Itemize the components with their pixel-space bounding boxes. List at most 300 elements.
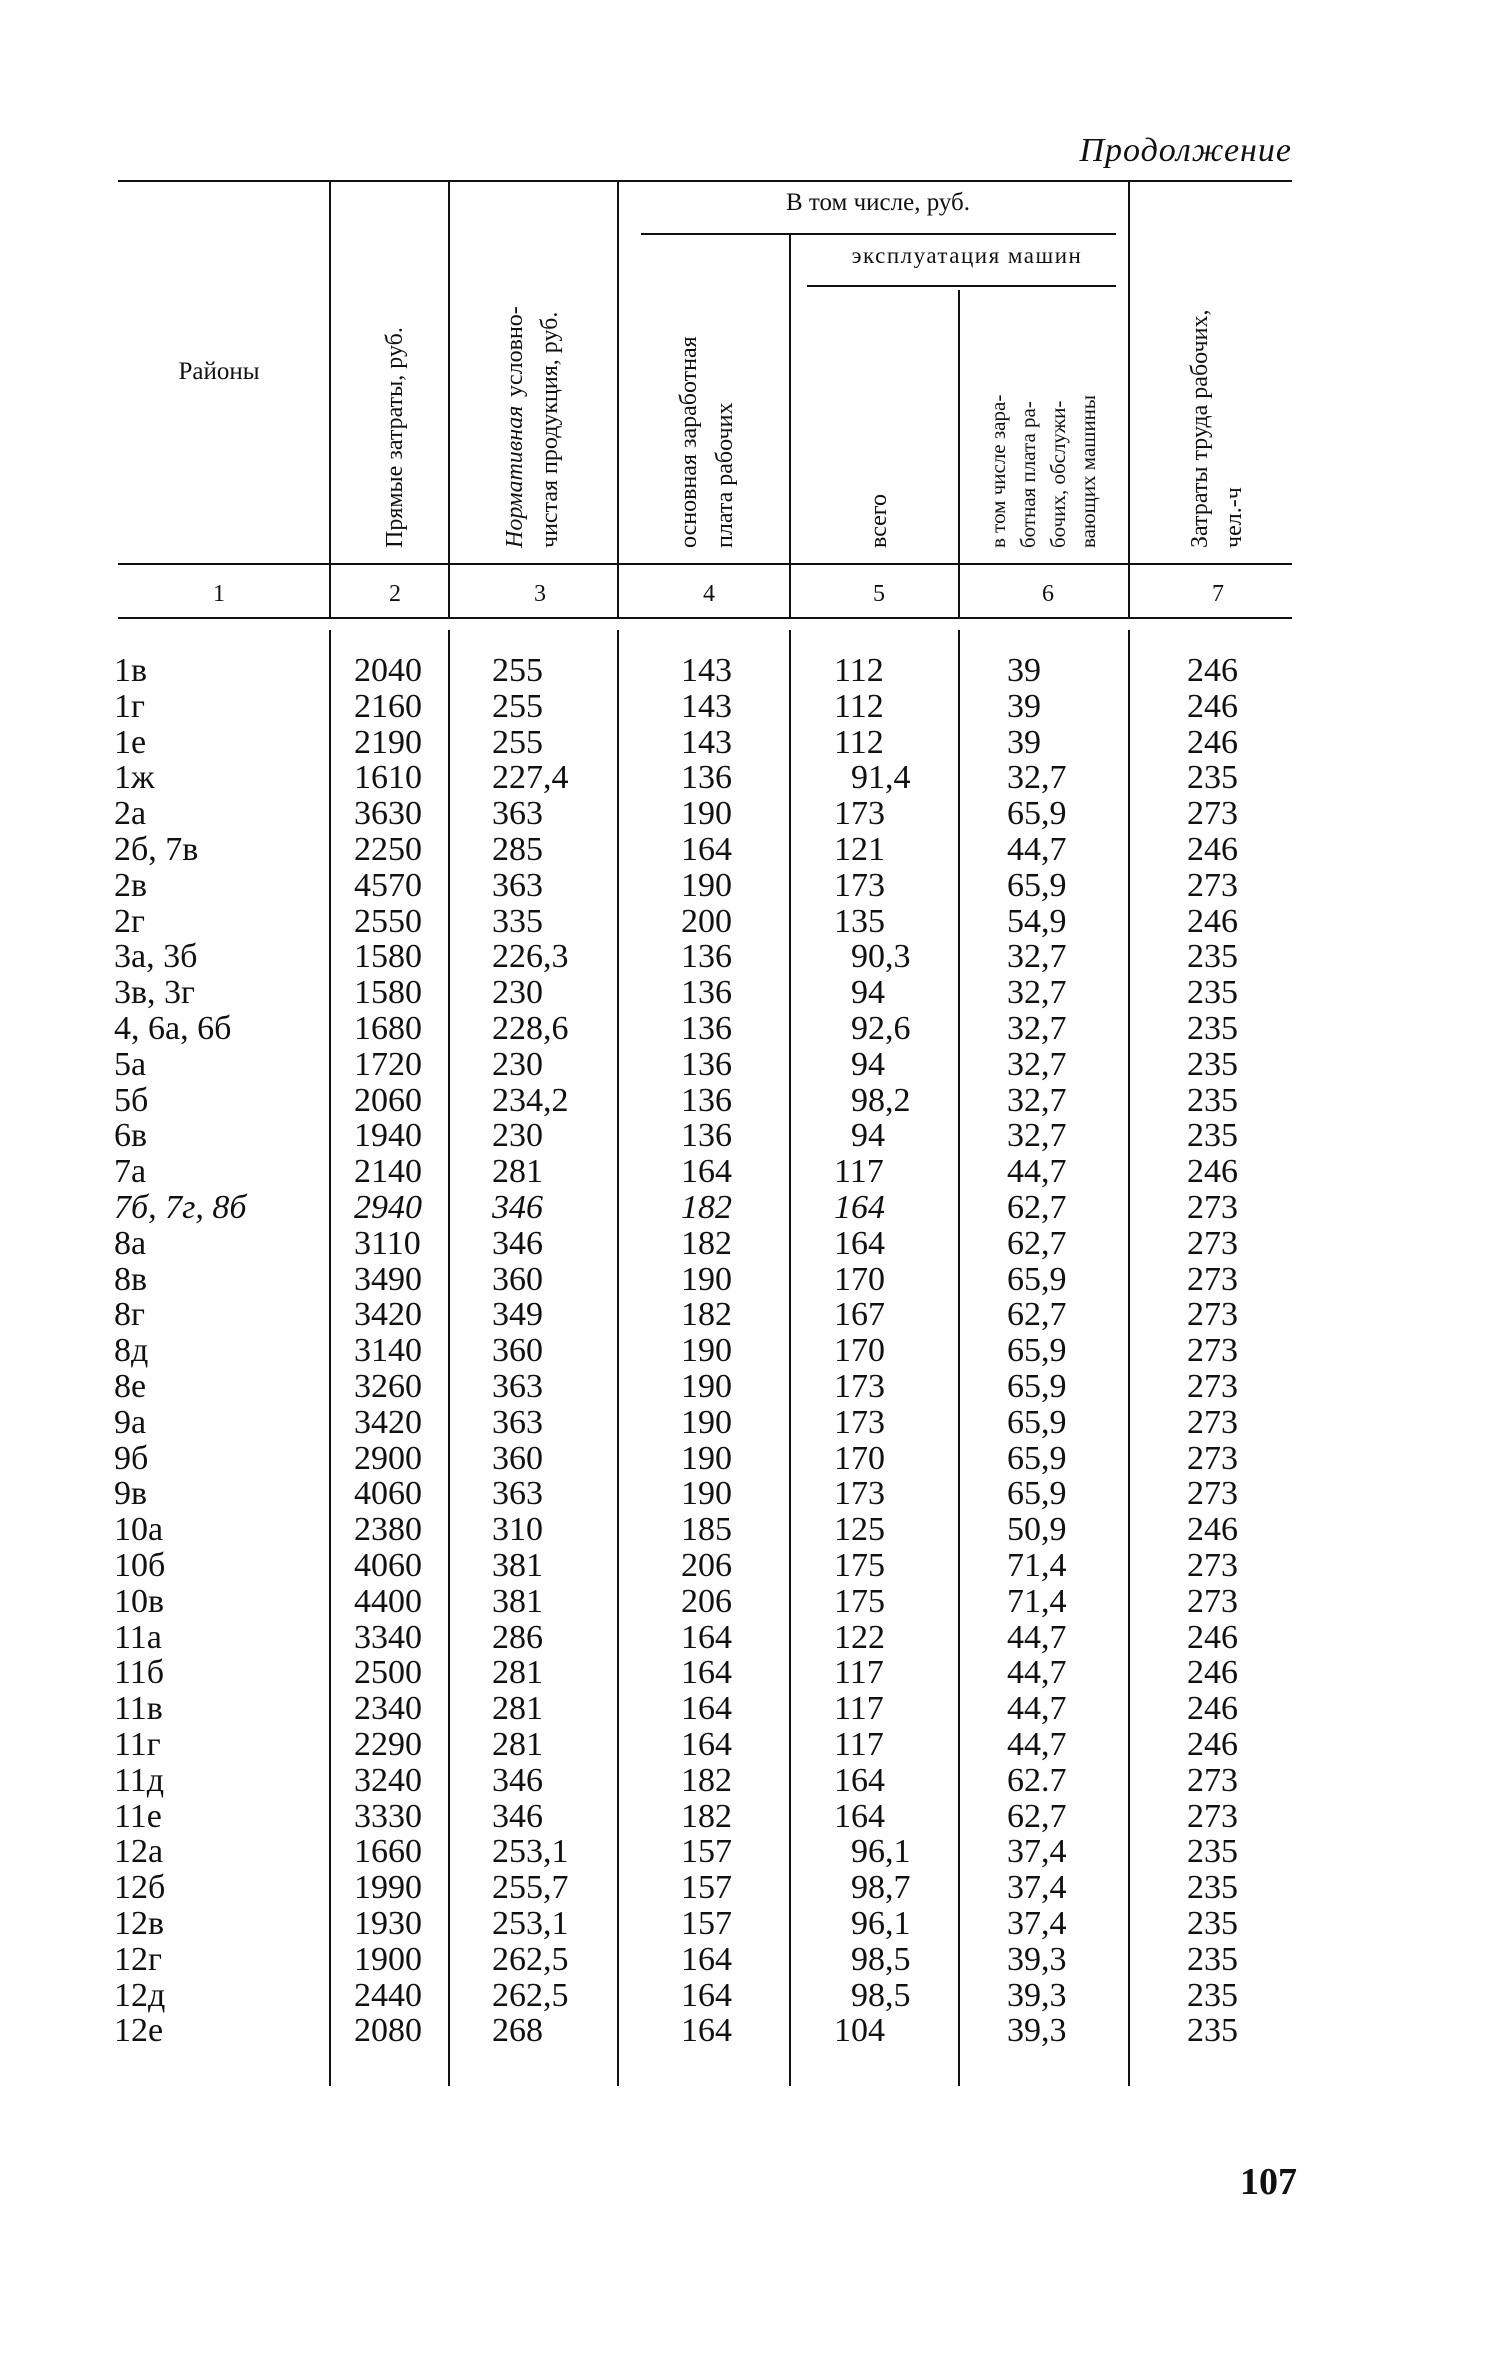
value-col-5: 170 bbox=[834, 1332, 885, 1370]
value-col-3: 381 bbox=[492, 1582, 543, 1620]
district-label: 2г bbox=[114, 902, 145, 940]
value-col-3: 360 bbox=[492, 1260, 543, 1298]
value-col-4: 164 bbox=[681, 1618, 732, 1656]
value-col-5: 112 bbox=[834, 687, 884, 725]
value-col-6: 39 bbox=[1007, 723, 1041, 761]
header-subgroup-machines: эксплуатация машин bbox=[851, 243, 1083, 268]
value-col-2: 3260 bbox=[354, 1368, 422, 1405]
value-col-7: 273 bbox=[1187, 1224, 1238, 1262]
value-col-6: 65,9 bbox=[1007, 1332, 1067, 1370]
value-col-6: 62,7 bbox=[1007, 1189, 1067, 1226]
value-col-4: 164 bbox=[681, 1976, 732, 2014]
value-col-6: 65,9 bbox=[1007, 795, 1067, 833]
value-col-7: 235 bbox=[1187, 1833, 1238, 1871]
district-label: 11б bbox=[114, 1654, 165, 1692]
header-group-incl: В том числе, руб. bbox=[785, 189, 971, 216]
value-col-4: 136 bbox=[681, 1081, 732, 1119]
value-col-7: 235 bbox=[1187, 1045, 1238, 1083]
column-number-rule bbox=[118, 617, 1292, 619]
value-col-5: 164 bbox=[834, 1761, 885, 1799]
value-col-5: 117 bbox=[834, 1654, 884, 1692]
value-col-7: 235 bbox=[1187, 1940, 1238, 1978]
value-col-3: 346 bbox=[492, 1189, 543, 1226]
value-col-5: 173 bbox=[834, 1475, 885, 1513]
header-divider bbox=[958, 290, 960, 618]
value-col-2: 2060 bbox=[354, 1081, 422, 1119]
value-col-3: 255,7 bbox=[492, 1869, 569, 1907]
value-col-4: 182 bbox=[681, 1761, 732, 1799]
value-col-7: 235 bbox=[1187, 1117, 1238, 1155]
value-col-3: 349 bbox=[492, 1296, 543, 1334]
district-label: 7б, 7г, 8б bbox=[114, 1189, 247, 1226]
district-label: 9а bbox=[114, 1403, 147, 1441]
value-col-3: 226,3 bbox=[492, 938, 569, 976]
value-col-4: 157 bbox=[681, 1905, 732, 1942]
value-col-4: 190 bbox=[681, 1475, 732, 1513]
value-col-6: 54,9 bbox=[1007, 902, 1067, 940]
header-machine-wages-line4: вающих машины bbox=[1076, 394, 1100, 548]
header-labor-line1: Затраты труда рабочих, bbox=[1187, 309, 1213, 548]
continuation-label: Продолжение bbox=[1079, 132, 1292, 169]
value-col-6: 32,7 bbox=[1007, 1117, 1067, 1155]
value-col-4: 182 bbox=[681, 1296, 732, 1334]
header-machine-wages-line2: ботная плата ра- bbox=[1016, 401, 1040, 548]
value-col-7: 273 bbox=[1187, 1439, 1238, 1477]
value-col-3: 255 bbox=[492, 652, 543, 689]
value-col-5: 112 bbox=[834, 723, 884, 761]
value-col-2: 1900 bbox=[354, 1940, 422, 1978]
value-col-4: 143 bbox=[681, 723, 732, 761]
district-label: 8е bbox=[114, 1368, 147, 1405]
header-base-wages-line1: основная заработная bbox=[676, 336, 702, 548]
district-label: 8г bbox=[114, 1296, 145, 1334]
value-col-5: 117 bbox=[834, 1690, 884, 1728]
value-col-3: 346 bbox=[492, 1761, 543, 1799]
value-col-7: 273 bbox=[1187, 1797, 1238, 1835]
value-col-6: 32,7 bbox=[1007, 1010, 1067, 1047]
district-label: 1е bbox=[114, 723, 147, 761]
value-col-3: 253,1 bbox=[492, 1833, 569, 1871]
value-col-4: 164 bbox=[681, 1153, 732, 1191]
value-col-3: 228,6 bbox=[492, 1010, 569, 1047]
value-col-4: 164 bbox=[681, 2012, 732, 2050]
district-label: 11г bbox=[114, 1726, 161, 1763]
value-col-3: 227,4 bbox=[492, 759, 569, 797]
district-label: 10б bbox=[114, 1547, 166, 1584]
value-col-4: 164 bbox=[681, 1690, 732, 1728]
value-col-4: 157 bbox=[681, 1869, 732, 1907]
value-col-2: 4400 bbox=[354, 1582, 422, 1620]
district-label: 11е bbox=[114, 1797, 162, 1835]
district-label: 2а bbox=[114, 795, 147, 833]
district-label: 2б, 7в bbox=[114, 831, 199, 868]
value-col-2: 4570 bbox=[354, 866, 422, 904]
district-label: 5а bbox=[114, 1045, 147, 1083]
value-col-3: 281 bbox=[492, 1654, 543, 1692]
value-col-4: 182 bbox=[681, 1797, 732, 1835]
value-col-2: 1580 bbox=[354, 938, 422, 976]
value-col-6: 44,7 bbox=[1007, 1618, 1067, 1656]
value-col-6: 44,7 bbox=[1007, 1654, 1067, 1692]
value-col-2: 3420 bbox=[354, 1403, 422, 1441]
value-col-2: 1610 bbox=[354, 759, 422, 797]
district-label: 1г bbox=[114, 687, 145, 725]
value-col-6: 39 bbox=[1007, 652, 1041, 689]
value-col-7: 273 bbox=[1187, 1368, 1238, 1405]
value-col-7: 235 bbox=[1187, 974, 1238, 1012]
value-col-4: 190 bbox=[681, 1260, 732, 1298]
body-divider bbox=[1128, 630, 1130, 2086]
value-col-4: 200 bbox=[681, 902, 732, 940]
value-col-6: 39,3 bbox=[1007, 1940, 1067, 1978]
value-col-3: 363 bbox=[492, 795, 543, 833]
value-col-7: 246 bbox=[1187, 1690, 1238, 1728]
value-col-5: 96,1 bbox=[851, 1905, 911, 1942]
value-col-4: 182 bbox=[681, 1189, 732, 1226]
header-divider bbox=[617, 180, 619, 618]
value-col-2: 2190 bbox=[354, 723, 422, 761]
value-col-5: 112 bbox=[834, 652, 884, 689]
value-col-5: 173 bbox=[834, 866, 885, 904]
value-col-7: 273 bbox=[1187, 1189, 1238, 1226]
district-label: 1ж bbox=[114, 759, 155, 797]
value-col-7: 273 bbox=[1187, 1403, 1238, 1441]
header-divider bbox=[448, 180, 450, 618]
value-col-5: 92,6 bbox=[851, 1010, 911, 1047]
value-col-6: 32,7 bbox=[1007, 1081, 1067, 1119]
district-label: 12е bbox=[114, 2012, 164, 2050]
value-col-5: 90,3 bbox=[851, 938, 911, 976]
district-label: 12г bbox=[114, 1940, 162, 1978]
value-col-5: 175 bbox=[834, 1547, 885, 1584]
value-col-7: 273 bbox=[1187, 1547, 1238, 1584]
value-col-5: 125 bbox=[834, 1511, 885, 1549]
value-col-4: 190 bbox=[681, 1439, 732, 1477]
value-col-7: 235 bbox=[1187, 1869, 1238, 1907]
district-label: 5б bbox=[114, 1081, 149, 1119]
value-col-6: 32,7 bbox=[1007, 974, 1067, 1012]
value-col-4: 182 bbox=[681, 1224, 732, 1262]
district-label: 1в bbox=[114, 652, 148, 689]
district-label: 3а, 3б bbox=[114, 938, 198, 976]
column-number: 2 bbox=[389, 581, 401, 607]
value-col-3: 268 bbox=[492, 2012, 543, 2050]
district-label: 11а bbox=[114, 1618, 162, 1656]
district-label: 2в bbox=[114, 866, 148, 904]
value-col-6: 39,3 bbox=[1007, 2012, 1067, 2050]
value-col-6: 32,7 bbox=[1007, 1045, 1067, 1083]
value-col-2: 3490 bbox=[354, 1260, 422, 1298]
district-label: 11д bbox=[114, 1761, 165, 1799]
value-col-6: 65,9 bbox=[1007, 866, 1067, 904]
value-col-4: 190 bbox=[681, 795, 732, 833]
value-col-6: 39 bbox=[1007, 687, 1041, 725]
value-col-4: 136 bbox=[681, 938, 732, 976]
header-bottom-rule bbox=[118, 563, 1292, 565]
value-col-5: 117 bbox=[834, 1726, 884, 1763]
header-labor-line2: чел.-ч bbox=[1221, 487, 1247, 548]
value-col-2: 1580 bbox=[354, 974, 422, 1012]
value-col-7: 235 bbox=[1187, 759, 1238, 797]
value-col-3: 255 bbox=[492, 687, 543, 725]
value-col-3: 360 bbox=[492, 1439, 543, 1477]
district-label: 12а bbox=[114, 1833, 164, 1871]
value-col-2: 1930 bbox=[354, 1905, 422, 1942]
value-col-7: 246 bbox=[1187, 1654, 1238, 1692]
value-col-4: 136 bbox=[681, 1117, 732, 1155]
value-col-2: 3330 bbox=[354, 1797, 422, 1835]
header-machine-wages-line3: бочих, обслужи- bbox=[1046, 400, 1070, 548]
value-col-4: 164 bbox=[681, 1726, 732, 1763]
value-col-3: 262,5 bbox=[492, 1940, 569, 1978]
value-col-3: 286 bbox=[492, 1618, 543, 1656]
value-col-5: 96,1 bbox=[851, 1833, 911, 1871]
value-col-4: 143 bbox=[681, 652, 732, 689]
district-label: 12б bbox=[114, 1869, 166, 1907]
value-col-4: 206 bbox=[681, 1582, 732, 1620]
value-col-7: 246 bbox=[1187, 723, 1238, 761]
value-col-3: 281 bbox=[492, 1726, 543, 1763]
value-col-3: 381 bbox=[492, 1547, 543, 1584]
district-label: 4, 6а, 6б bbox=[114, 1010, 232, 1047]
district-label: 7а bbox=[114, 1153, 147, 1191]
value-col-4: 190 bbox=[681, 1332, 732, 1370]
district-label: 10в bbox=[114, 1582, 165, 1620]
header-total: всего bbox=[866, 493, 892, 548]
page-number: 107 bbox=[1240, 2161, 1297, 2203]
value-col-6: 37,4 bbox=[1007, 1869, 1067, 1907]
value-col-5: 91,4 bbox=[851, 759, 911, 797]
column-number: 5 bbox=[873, 581, 885, 607]
column-number: 3 bbox=[534, 581, 546, 607]
district-label: 9б bbox=[114, 1439, 149, 1477]
column-number: 4 bbox=[703, 581, 715, 607]
value-col-3: 230 bbox=[492, 1117, 543, 1155]
value-col-6: 65,9 bbox=[1007, 1260, 1067, 1298]
value-col-5: 173 bbox=[834, 1403, 885, 1441]
value-col-6: 65,9 bbox=[1007, 1368, 1067, 1405]
value-col-5: 173 bbox=[834, 795, 885, 833]
value-col-6: 62,7 bbox=[1007, 1224, 1067, 1262]
value-col-2: 3240 bbox=[354, 1761, 422, 1799]
header-divider bbox=[789, 234, 791, 618]
body-divider bbox=[789, 630, 791, 2086]
district-label: 10а bbox=[114, 1511, 164, 1549]
value-col-7: 246 bbox=[1187, 1618, 1238, 1656]
value-col-4: 143 bbox=[681, 687, 732, 725]
value-col-2: 1720 bbox=[354, 1045, 422, 1083]
value-col-6: 71,4 bbox=[1007, 1582, 1067, 1620]
district-label: 8д bbox=[114, 1332, 149, 1370]
value-col-4: 190 bbox=[681, 866, 732, 904]
header-normative-rest: условно- bbox=[502, 306, 528, 398]
value-col-6: 44,7 bbox=[1007, 1153, 1067, 1191]
value-col-3: 255 bbox=[492, 723, 543, 761]
value-col-2: 3630 bbox=[354, 795, 422, 833]
value-col-4: 206 bbox=[681, 1547, 732, 1584]
value-col-2: 2940 bbox=[354, 1189, 422, 1226]
value-col-4: 164 bbox=[681, 831, 732, 868]
value-col-6: 50,9 bbox=[1007, 1511, 1067, 1549]
value-col-3: 363 bbox=[492, 1368, 543, 1405]
value-col-2: 4060 bbox=[354, 1547, 422, 1584]
column-number: 6 bbox=[1042, 581, 1054, 607]
value-col-3: 281 bbox=[492, 1153, 543, 1191]
column-number: 7 bbox=[1212, 581, 1224, 607]
value-col-4: 164 bbox=[681, 1654, 732, 1692]
value-col-5: 98,2 bbox=[851, 1081, 911, 1119]
value-col-2: 2440 bbox=[354, 1976, 422, 2014]
value-col-4: 185 bbox=[681, 1511, 732, 1549]
value-col-7: 246 bbox=[1187, 902, 1238, 940]
value-col-3: 363 bbox=[492, 866, 543, 904]
value-col-2: 2900 bbox=[354, 1439, 422, 1477]
value-col-7: 246 bbox=[1187, 652, 1238, 689]
table-top-rule bbox=[118, 180, 1292, 182]
value-col-4: 190 bbox=[681, 1368, 732, 1405]
subgroup-underline bbox=[807, 285, 1116, 287]
value-col-6: 32,7 bbox=[1007, 759, 1067, 797]
value-col-2: 2080 bbox=[354, 2012, 422, 2050]
value-col-2: 1990 bbox=[354, 1869, 422, 1907]
value-col-5: 94 bbox=[851, 1117, 885, 1155]
district-label: 6в bbox=[114, 1117, 148, 1155]
value-col-3: 281 bbox=[492, 1690, 543, 1728]
value-col-4: 136 bbox=[681, 1045, 732, 1083]
district-label: 11в bbox=[114, 1690, 163, 1728]
value-col-6: 71,4 bbox=[1007, 1547, 1067, 1584]
body-divider bbox=[617, 630, 619, 2086]
value-col-7: 273 bbox=[1187, 1296, 1238, 1334]
value-col-2: 3140 bbox=[354, 1332, 422, 1370]
value-col-4: 136 bbox=[681, 759, 732, 797]
value-col-3: 360 bbox=[492, 1332, 543, 1370]
value-col-4: 136 bbox=[681, 1010, 732, 1047]
value-col-6: 37,4 bbox=[1007, 1833, 1067, 1871]
value-col-5: 98,5 bbox=[851, 1976, 911, 2014]
value-col-7: 273 bbox=[1187, 1475, 1238, 1513]
header-base-wages-line2: плата рабочих bbox=[712, 402, 738, 548]
header-divider bbox=[329, 180, 331, 618]
value-col-3: 262,5 bbox=[492, 1976, 569, 2014]
header-machine-wages-line1: в том числе зара- bbox=[986, 394, 1010, 548]
header-normative-line1 bbox=[501, 192, 529, 548]
value-col-3: 234,2 bbox=[492, 1081, 569, 1119]
district-label: 9в bbox=[114, 1475, 148, 1513]
value-col-7: 246 bbox=[1187, 687, 1238, 725]
value-col-3: 285 bbox=[492, 831, 543, 868]
value-col-7: 273 bbox=[1187, 1582, 1238, 1620]
value-col-5: 173 bbox=[834, 1368, 885, 1405]
value-col-4: 157 bbox=[681, 1833, 732, 1871]
value-col-2: 2160 bbox=[354, 687, 422, 725]
value-col-6: 62,7 bbox=[1007, 1797, 1067, 1835]
value-col-5: 170 bbox=[834, 1439, 885, 1477]
value-col-7: 235 bbox=[1187, 2012, 1238, 2050]
value-col-3: 310 bbox=[492, 1511, 543, 1549]
value-col-7: 235 bbox=[1187, 1976, 1238, 2014]
value-col-2: 1660 bbox=[354, 1833, 422, 1871]
value-col-7: 246 bbox=[1187, 1511, 1238, 1549]
header-direct-costs: Прямые затраты, руб. bbox=[382, 327, 408, 548]
value-col-3: 363 bbox=[492, 1475, 543, 1513]
value-col-6: 44,7 bbox=[1007, 1690, 1067, 1728]
value-col-6: 62.7 bbox=[1007, 1761, 1067, 1799]
value-col-7: 273 bbox=[1187, 1761, 1238, 1799]
body-divider bbox=[448, 630, 450, 2086]
value-col-5: 94 bbox=[851, 1045, 885, 1083]
value-col-7: 235 bbox=[1187, 1905, 1238, 1942]
value-col-2: 2250 bbox=[354, 831, 422, 868]
value-col-7: 273 bbox=[1187, 1260, 1238, 1298]
value-col-3: 346 bbox=[492, 1224, 543, 1262]
header-divider bbox=[1128, 180, 1130, 618]
value-col-7: 273 bbox=[1187, 866, 1238, 904]
district-label: 8а bbox=[114, 1224, 147, 1262]
value-col-3: 363 bbox=[492, 1403, 543, 1441]
value-col-3: 253,1 bbox=[492, 1905, 569, 1942]
value-col-7: 246 bbox=[1187, 831, 1238, 868]
value-col-5: 94 bbox=[851, 974, 885, 1012]
value-col-5: 135 bbox=[834, 902, 885, 940]
value-col-2: 3340 bbox=[354, 1618, 422, 1656]
value-col-2: 3110 bbox=[354, 1224, 421, 1262]
value-col-3: 230 bbox=[492, 974, 543, 1012]
value-col-2: 3420 bbox=[354, 1296, 422, 1334]
value-col-5: 117 bbox=[834, 1153, 884, 1191]
value-col-5: 104 bbox=[834, 2012, 885, 2050]
value-col-7: 235 bbox=[1187, 938, 1238, 976]
header-normative-line2: чистая продукция, руб. bbox=[537, 311, 563, 548]
value-col-3: 346 bbox=[492, 1797, 543, 1835]
value-col-6: 32,7 bbox=[1007, 938, 1067, 976]
value-col-6: 37,4 bbox=[1007, 1905, 1067, 1942]
group-underline bbox=[641, 233, 1116, 235]
value-col-4: 190 bbox=[681, 1403, 732, 1441]
value-col-2: 2140 bbox=[354, 1153, 422, 1191]
value-col-7: 246 bbox=[1187, 1153, 1238, 1191]
value-col-4: 136 bbox=[681, 974, 732, 1012]
value-col-6: 44,7 bbox=[1007, 831, 1067, 868]
value-col-5: 98,7 bbox=[851, 1869, 911, 1907]
value-col-5: 167 bbox=[834, 1296, 885, 1334]
value-col-7: 273 bbox=[1187, 795, 1238, 833]
value-col-2: 4060 bbox=[354, 1475, 422, 1513]
header-normative-italic: Нормативная bbox=[502, 405, 528, 548]
value-col-5: 122 bbox=[834, 1618, 885, 1656]
value-col-2: 2040 bbox=[354, 652, 422, 689]
value-col-7: 273 bbox=[1187, 1332, 1238, 1370]
district-label: 8в bbox=[114, 1260, 148, 1298]
value-col-6: 62,7 bbox=[1007, 1296, 1067, 1334]
value-col-7: 235 bbox=[1187, 1010, 1238, 1047]
value-col-3: 230 bbox=[492, 1045, 543, 1083]
value-col-2: 1680 bbox=[354, 1010, 422, 1047]
value-col-4: 164 bbox=[681, 1940, 732, 1978]
header-district: Районы bbox=[178, 358, 260, 385]
value-col-5: 170 bbox=[834, 1260, 885, 1298]
body-divider bbox=[329, 630, 331, 2086]
value-col-5: 121 bbox=[834, 831, 885, 868]
body-divider bbox=[958, 630, 960, 2086]
value-col-6: 65,9 bbox=[1007, 1403, 1067, 1441]
value-col-7: 246 bbox=[1187, 1726, 1238, 1763]
value-col-2: 2500 bbox=[354, 1654, 422, 1692]
value-col-6: 65,9 bbox=[1007, 1439, 1067, 1477]
value-col-2: 1940 bbox=[354, 1117, 422, 1155]
value-col-2: 2340 bbox=[354, 1690, 422, 1728]
value-col-5: 98,5 bbox=[851, 1940, 911, 1978]
